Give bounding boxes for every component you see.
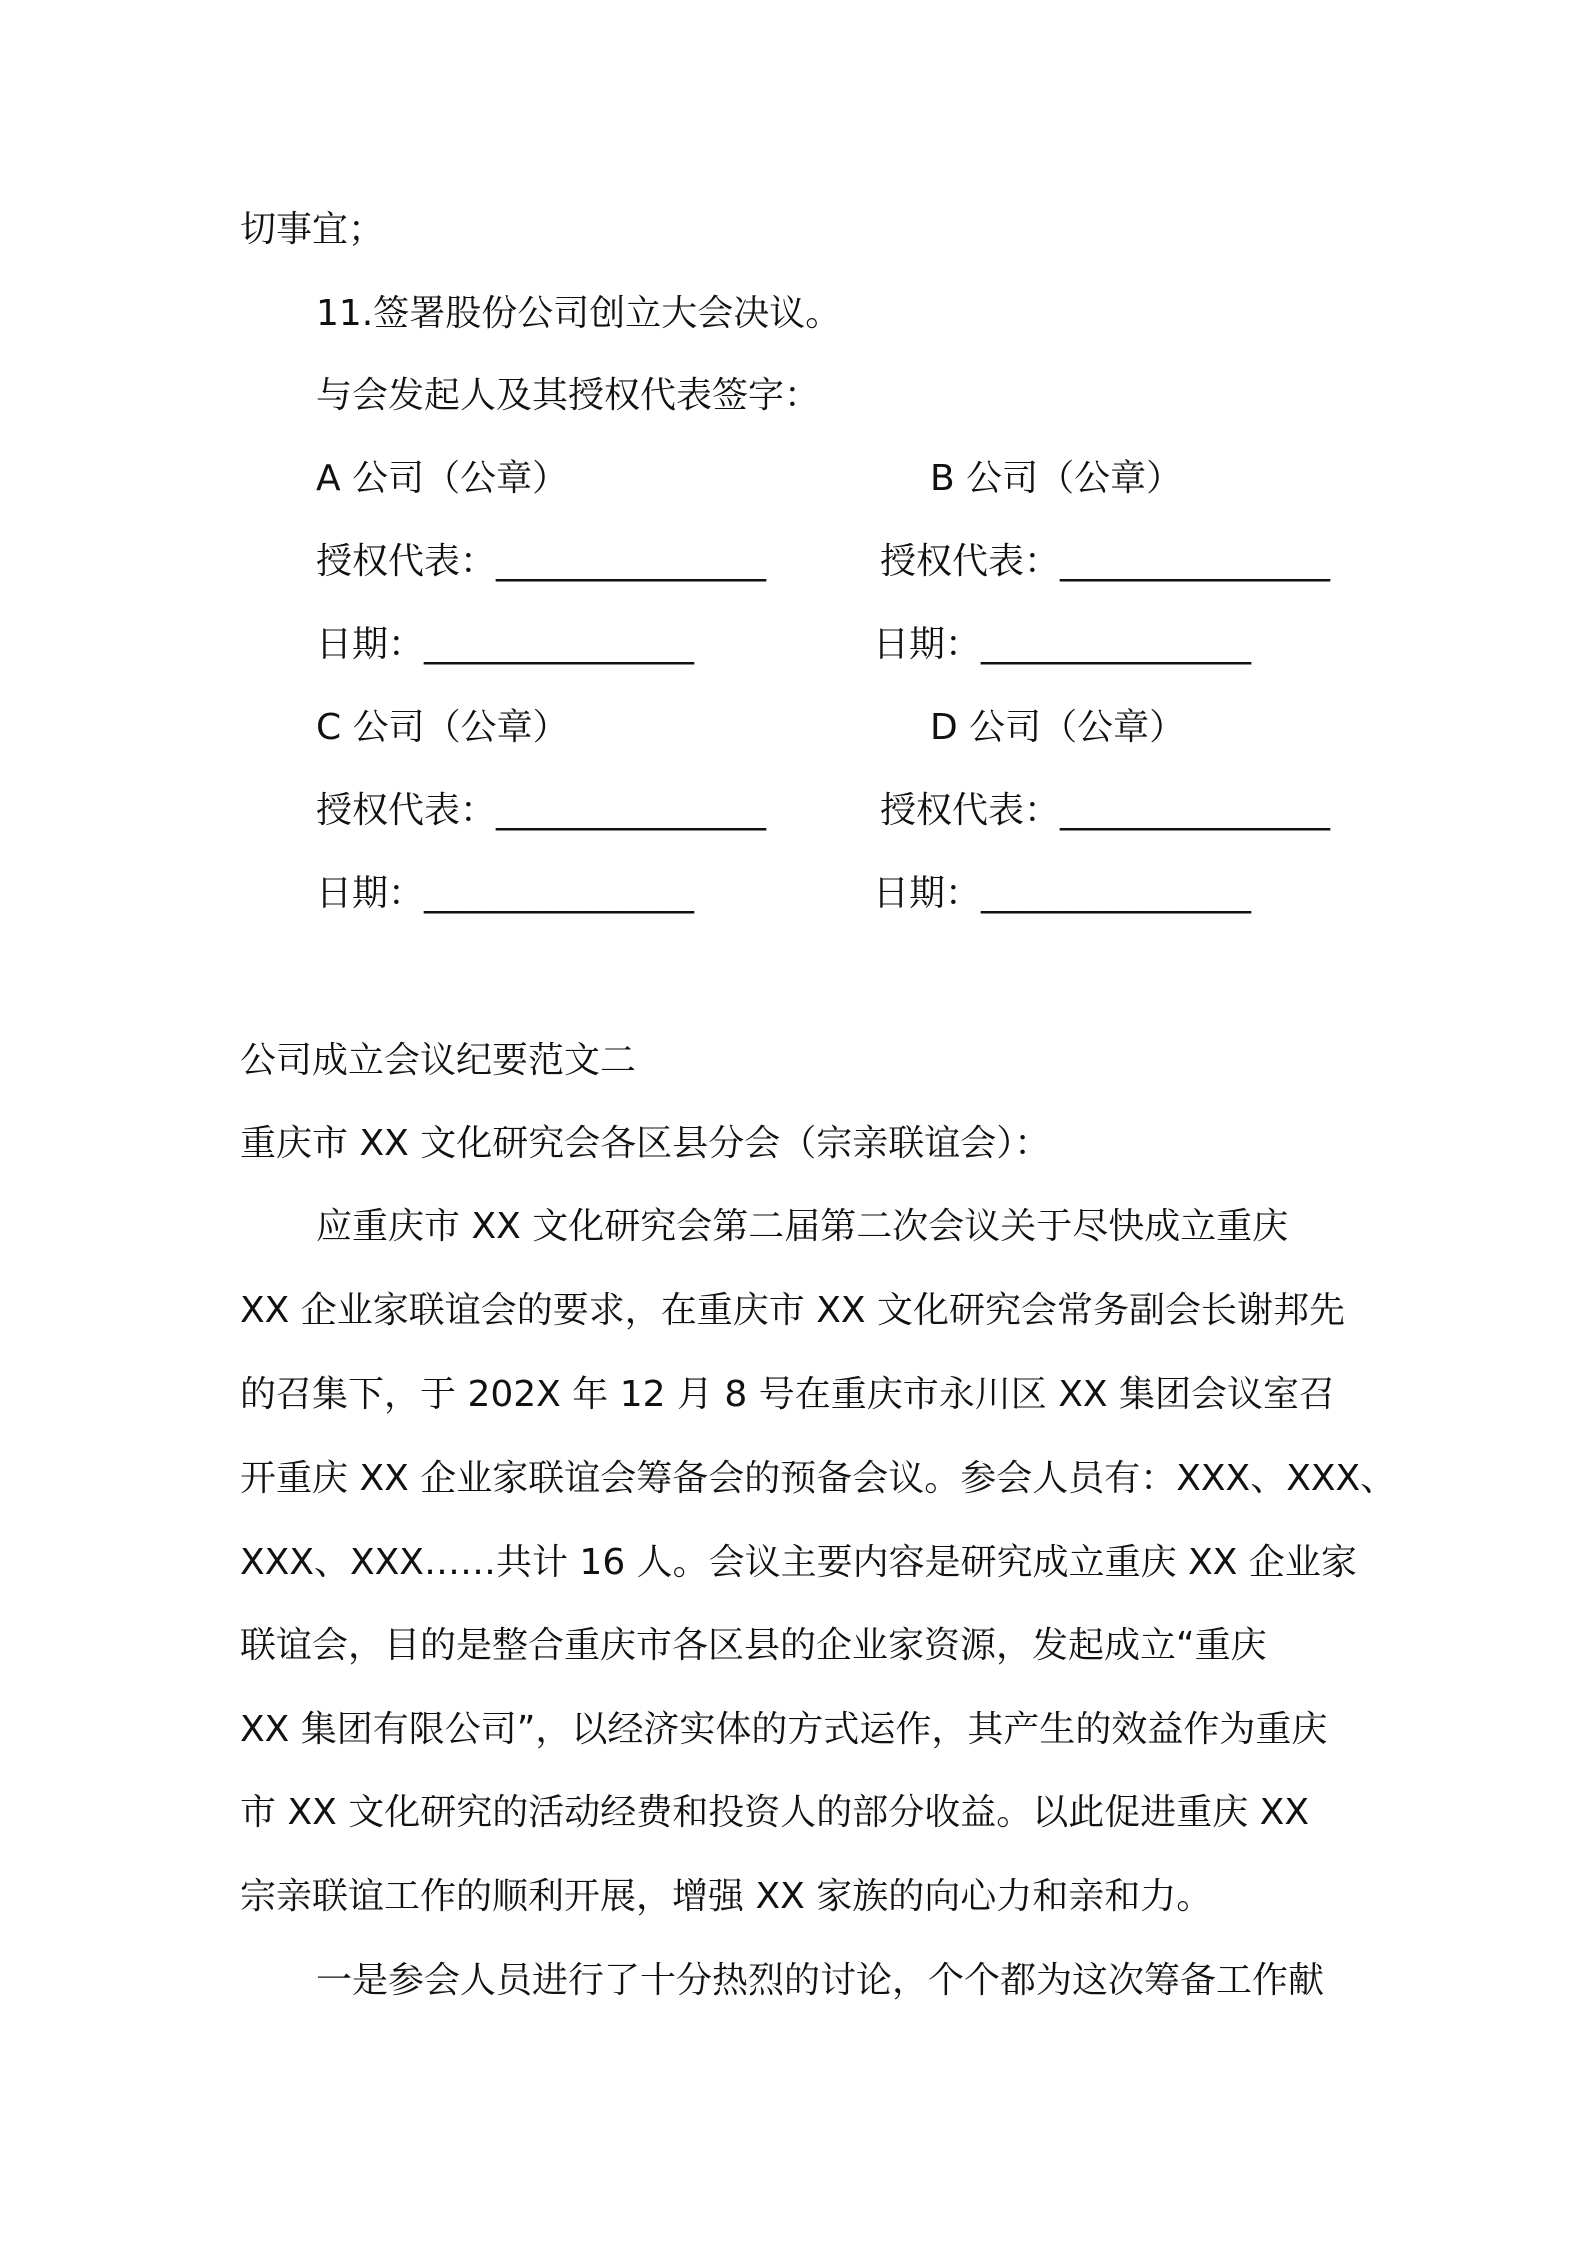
company-c-rep: 授权代表：_______________ <box>316 790 767 831</box>
salutation: 重庆市 XX 文化研究会各区县分会（宗亲联谊会）： <box>240 1123 1051 1164</box>
body-line: XX 集团有限公司”，以经济实体的方式运作，其产生的效益作为重庆 <box>240 1709 1328 1750</box>
body-line: 联谊会，目的是整合重庆市各区县的企业家资源，发起成立“重庆 <box>240 1625 1267 1666</box>
body-line: 市 XX 文化研究的活动经费和投资人的部分收益。以此促进重庆 XX <box>240 1792 1309 1833</box>
section-title: 公司成立会议纪要范文二 <box>240 1040 637 1081</box>
company-d-date: 日期：_______________ <box>873 873 1252 914</box>
company-a-rep: 授权代表：_______________ <box>316 541 767 582</box>
body-line: 的召集下，于 202X 年 12 月 8 号在重庆市永川区 XX 集团会议室召 <box>240 1374 1335 1415</box>
company-d-seal: D 公司（公章） <box>930 707 1186 748</box>
item-11: 11.签署股份公司创立大会决议。 <box>316 293 842 334</box>
continuation-text: 切事宜； <box>240 209 385 250</box>
body-line: XX 企业家联谊会的要求，在重庆市 XX 文化研究会常务副会长谢邦先 <box>240 1290 1345 1331</box>
company-c-seal: C 公司（公章） <box>316 707 569 748</box>
company-d-rep: 授权代表：_______________ <box>880 790 1331 831</box>
company-c-date: 日期：_______________ <box>316 873 695 914</box>
company-b-rep: 授权代表：_______________ <box>880 541 1331 582</box>
company-b-seal: B 公司（公章） <box>930 458 1183 499</box>
body-line: 宗亲联谊工作的顺利开展，增强 XX 家族的向心力和亲和力。 <box>240 1876 1213 1917</box>
company-a-seal: A 公司（公章） <box>316 458 569 499</box>
paragraph-start: 一是参会人员进行了十分热烈的讨论，个个都为这次筹备工作献 <box>316 1960 1325 2001</box>
body-line: 应重庆市 XX 文化研究会第二届第二次会议关于尽快成立重庆 <box>316 1206 1289 1247</box>
body-line: 开重庆 XX 企业家联谊会筹备会的预备会议。参会人员有：XXX、XXX、 <box>240 1458 1397 1499</box>
company-a-date: 日期：_______________ <box>316 624 695 665</box>
body-line: XXX、XXX……共计 16 人。会议主要内容是研究成立重庆 XX 企业家 <box>240 1542 1357 1583</box>
signers-intro: 与会发起人及其授权代表签字： <box>316 375 821 416</box>
company-b-date: 日期：_______________ <box>873 624 1252 665</box>
